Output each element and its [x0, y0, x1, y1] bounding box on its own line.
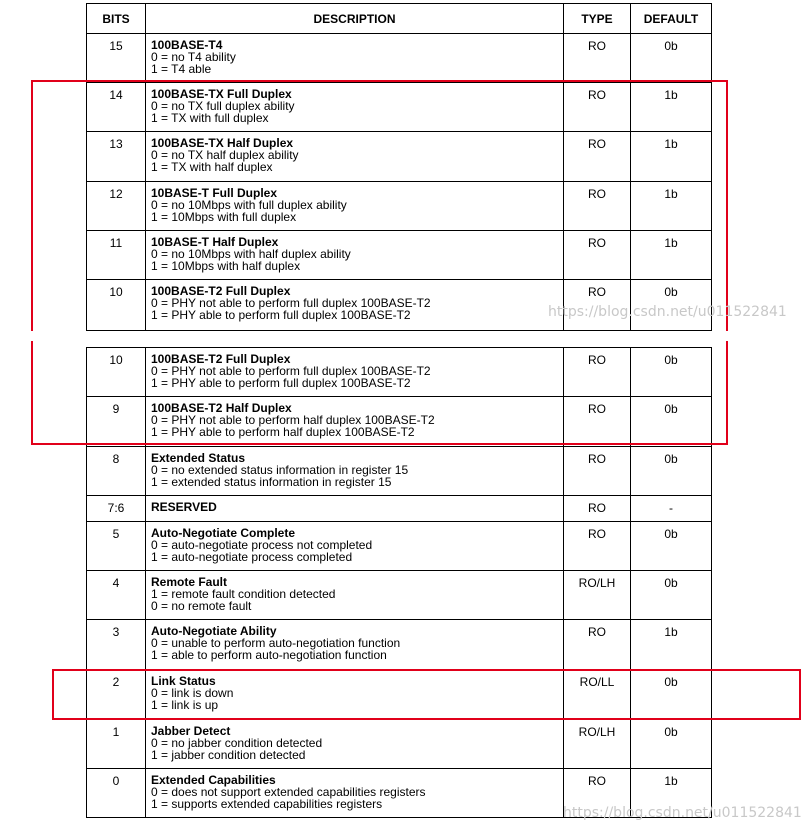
description-text [151, 625, 400, 661]
default-cell [630, 720, 712, 768]
description-title: 100BASE-TX Half Duplex [151, 136, 294, 150]
type-value: RO [588, 187, 606, 201]
description-line: 1 = extended status information in register 15 [151, 475, 392, 489]
bits-cell [86, 571, 145, 619]
description-text [151, 527, 372, 563]
table-row [86, 719, 712, 768]
description-title: Auto-Negotiate Ability [151, 624, 277, 638]
description-line: 1 = PHY able to perform full duplex 100BASE-T2 [151, 308, 411, 322]
type-cell [563, 447, 630, 495]
header-default: DEFAULT [643, 12, 699, 26]
bits-value: 3 [112, 625, 120, 639]
type-value: RO [588, 402, 606, 416]
bits-value: 2 [112, 675, 120, 689]
type-value: RO [588, 137, 606, 151]
description-line: 0 = no TX full duplex ability [151, 99, 295, 113]
bits-value: 0 [112, 774, 120, 788]
default-cell [630, 34, 712, 82]
type-cell [563, 522, 630, 570]
description-title: Link Status [151, 674, 216, 688]
description-cell [145, 769, 563, 817]
description-line: 1 = remote fault condition detected [151, 587, 336, 601]
table-row [86, 521, 712, 570]
description-line: 0 = no remote fault [151, 599, 252, 613]
default-cell [630, 496, 712, 521]
default-value: 0b [664, 725, 678, 739]
default-value: 1b [664, 137, 678, 151]
bits-cell [86, 720, 145, 768]
description-cell [145, 34, 563, 82]
table-row [86, 495, 712, 521]
description-text [151, 39, 236, 75]
description-line: 1 = T4 able [151, 62, 212, 76]
description-line: 0 = no 10Mbps with full duplex ability [151, 198, 347, 212]
header-description: DESCRIPTION [313, 12, 396, 26]
bits-value: 5 [112, 527, 120, 541]
type-cell [563, 720, 630, 768]
highlight-box-duplex-bits [31, 80, 728, 445]
table-header-row [86, 3, 712, 33]
description-line: 1 = link is up [151, 698, 219, 712]
header-default-cell [630, 4, 712, 33]
description-line: 0 = PHY not able to perform full duplex 100BASE-T2 [151, 364, 431, 378]
default-cell [630, 571, 712, 619]
description-line: 0 = PHY not able to perform full duplex 100BASE-T2 [151, 296, 431, 310]
default-value: 1b [664, 774, 678, 788]
description-title: Extended Capabilities [151, 773, 276, 787]
type-value: RO [588, 353, 606, 367]
bits-value: 8 [112, 452, 120, 466]
default-value: 0b [664, 39, 678, 53]
description-title: 100BASE-T2 Full Duplex [151, 284, 291, 298]
table-row [86, 570, 712, 619]
default-value: - [669, 501, 673, 515]
type-value: RO [588, 88, 606, 102]
description-title: Auto-Negotiate Complete [151, 526, 295, 540]
description-title: 10BASE-T Full Duplex [151, 186, 278, 200]
description-text [151, 576, 335, 612]
description-text [151, 452, 408, 488]
description-line: 1 = TX with full duplex [151, 111, 269, 125]
description-line: 1 = supports extended capabilities registers [151, 797, 383, 811]
description-line: 0 = no 10Mbps with half duplex ability [151, 247, 351, 261]
description-title: Jabber Detect [151, 724, 231, 738]
description-text [151, 725, 322, 761]
description-line: 0 = link is down [151, 686, 234, 700]
description-title: 100BASE-T2 Full Duplex [151, 352, 291, 366]
type-value: RO [588, 501, 606, 515]
watermark-top: https://blog.csdn.net/u011522841 [548, 304, 787, 320]
bits-cell [86, 447, 145, 495]
bits-cell [86, 34, 145, 82]
description-text [151, 774, 426, 810]
description-line: 1 = 10Mbps with half duplex [151, 259, 301, 273]
bits-value: 9 [112, 402, 120, 416]
description-title: 10BASE-T Half Duplex [151, 235, 279, 249]
bits-cell [86, 496, 145, 521]
description-line: 0 = no TX half duplex ability [151, 148, 299, 162]
type-cell [563, 34, 630, 82]
description-line: 1 = 10Mbps with full duplex [151, 210, 297, 224]
table-row [86, 33, 712, 82]
watermark-bottom: https://blog.csdn.net/u011522841 [563, 805, 802, 821]
type-cell [563, 571, 630, 619]
description-title: RESERVED [151, 500, 217, 514]
highlight-break [20, 331, 740, 341]
type-value: RO [588, 774, 606, 788]
description-line: 0 = unable to perform auto-negotiation function [151, 636, 401, 650]
bits-value: 14 [109, 88, 123, 102]
default-value: 1b [664, 187, 678, 201]
default-cell [630, 620, 712, 669]
description-line: 0 = no extended status information in register 15 [151, 463, 409, 477]
type-value: RO [588, 452, 606, 466]
type-value: RO/LL [579, 675, 615, 689]
default-value: 0b [664, 452, 678, 466]
bits-value: 10 [109, 285, 123, 299]
bits-value: 7:6 [107, 501, 125, 515]
type-value: RO [588, 39, 606, 53]
type-value: RO [588, 236, 606, 250]
description-line: 1 = able to perform auto-negotiation function [151, 648, 387, 662]
bits-cell [86, 769, 145, 817]
default-value: 0b [664, 402, 678, 416]
bits-cell [86, 620, 145, 669]
description-line: 0 = PHY not able to perform half duplex 100BASE-T2 [151, 413, 435, 427]
description-text [151, 501, 217, 513]
bits-value: 12 [109, 187, 123, 201]
header-bits: BITS [102, 12, 130, 26]
table-row [86, 619, 712, 669]
description-title: Remote Fault [151, 575, 228, 589]
description-cell [145, 496, 563, 521]
default-cell [630, 522, 712, 570]
default-value: 1b [664, 625, 678, 639]
header-bits-cell [86, 4, 145, 33]
table-row [86, 446, 712, 495]
type-cell [563, 620, 630, 669]
default-value: 1b [664, 88, 678, 102]
default-value: 1b [664, 236, 678, 250]
header-description-cell [145, 4, 563, 33]
type-value: RO [588, 285, 606, 299]
description-line: 1 = jabber condition detected [151, 748, 306, 762]
default-value: 0b [664, 675, 678, 689]
description-line: 1 = PHY able to perform full duplex 100BASE-T2 [151, 376, 411, 390]
description-title: 100BASE-TX Full Duplex [151, 87, 292, 101]
description-line: 0 = does not support extended capabilities registers [151, 785, 426, 799]
bits-value: 1 [112, 725, 120, 739]
description-cell [145, 522, 563, 570]
default-value: 0b [664, 576, 678, 590]
type-value: RO [588, 527, 606, 541]
bits-value: 4 [112, 576, 120, 590]
header-type-cell [563, 4, 630, 33]
description-title: Extended Status [151, 451, 246, 465]
description-title: 100BASE-T4 [151, 38, 223, 52]
description-cell [145, 571, 563, 619]
description-line: 1 = TX with half duplex [151, 160, 273, 174]
bits-value: 10 [109, 353, 123, 367]
type-value: RO [588, 625, 606, 639]
bits-cell [86, 522, 145, 570]
bits-value: 13 [109, 137, 123, 151]
description-line: 1 = auto-negotiate process completed [151, 550, 353, 564]
description-line: 0 = no jabber condition detected [151, 736, 323, 750]
description-title: 100BASE-T2 Half Duplex [151, 401, 292, 415]
description-line: 0 = no T4 ability [151, 50, 236, 64]
highlight-box-link-status [52, 669, 801, 720]
default-value: 0b [664, 353, 678, 367]
description-cell [145, 720, 563, 768]
bits-value: 11 [109, 236, 123, 250]
description-cell [145, 447, 563, 495]
header-type: TYPE [581, 12, 613, 26]
description-cell [145, 620, 563, 669]
description-line: 1 = PHY able to perform half duplex 100BASE-T2 [151, 425, 415, 439]
default-cell [630, 447, 712, 495]
default-value: 0b [664, 527, 678, 541]
type-value: RO/LH [578, 725, 616, 739]
bits-value: 15 [109, 39, 123, 53]
default-value: 0b [664, 285, 678, 299]
description-line: 0 = auto-negotiate process not completed [151, 538, 373, 552]
type-cell [563, 496, 630, 521]
type-value: RO/LH [578, 576, 616, 590]
